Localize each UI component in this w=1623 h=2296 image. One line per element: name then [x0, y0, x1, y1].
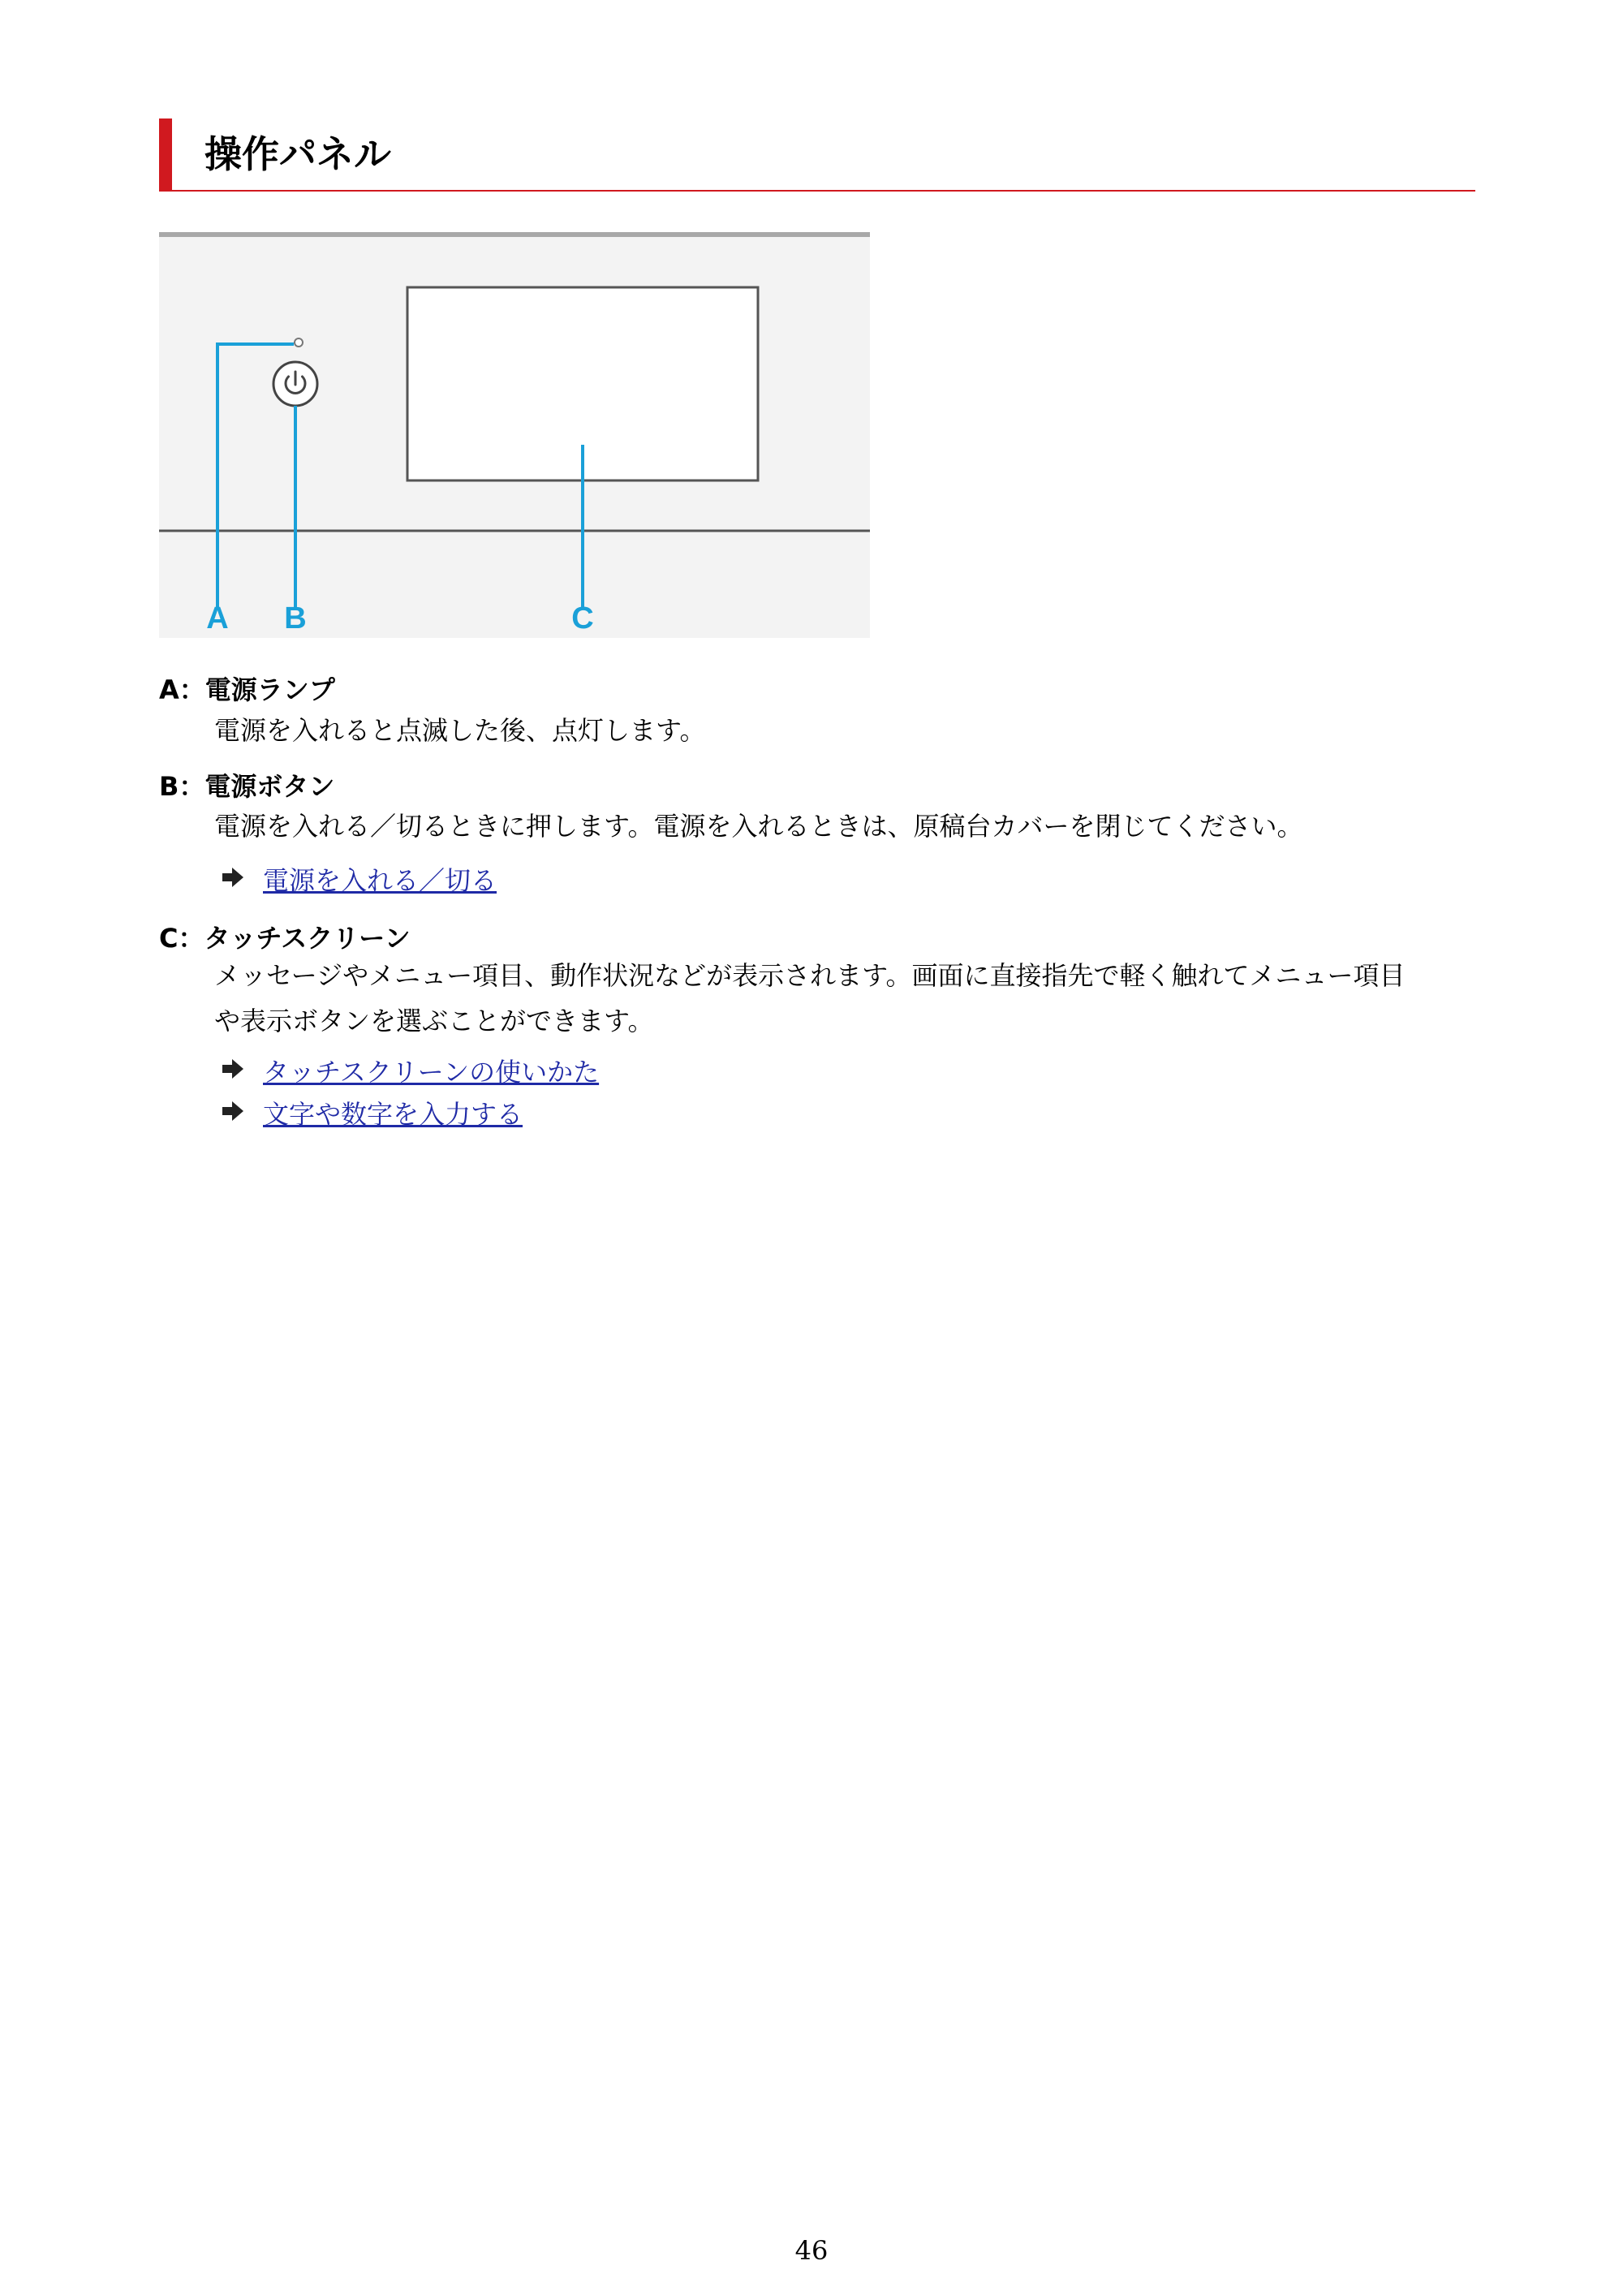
callout-label-a: A — [206, 601, 229, 635]
section-heading-power-button: B：電源ボタン — [159, 771, 335, 802]
section-body-line: や表示ボタンを選ぶことができます。 — [214, 1006, 654, 1036]
page-title — [159, 114, 1475, 192]
section-heading-touch-screen: C：タッチスクリーン — [159, 923, 411, 954]
arrow-right-icon — [221, 865, 245, 890]
link-text-input[interactable]: 文字や数字を入力する — [263, 1099, 523, 1130]
section-body-touch-screen — [214, 953, 1480, 1044]
callout-label-c: C — [571, 601, 594, 635]
arrow-right-icon — [221, 1057, 245, 1081]
callout-label-b: B — [284, 601, 307, 635]
link-power-on-off[interactable]: 電源を入れる／切る — [263, 865, 497, 896]
section-body-line: メッセージやメニュー項目、動作状況などが表示されます。画面に直接指先で軽く触れてメニュー項目 — [214, 960, 1406, 991]
page-number: 46 — [794, 2235, 829, 2266]
arrow-right-icon — [221, 1099, 245, 1123]
operation-panel-diagram — [159, 232, 870, 638]
panel-top-edge — [159, 232, 870, 237]
link-touch-screen-usage[interactable]: タッチスクリーンの使いかた — [263, 1057, 600, 1088]
section-heading-power-lamp: A：電源ランプ — [159, 674, 335, 705]
section-body-power-button: 電源を入れる／切るときに押します。電源を入れるときは、原稿台カバーを閉じてください。 — [214, 811, 1303, 842]
section-body-power-lamp: 電源を入れると点滅した後、点灯します。 — [214, 715, 706, 746]
page-title-text: 操作パネル — [204, 132, 391, 176]
power-lamp — [295, 338, 303, 347]
title-accent-bar — [159, 118, 172, 190]
